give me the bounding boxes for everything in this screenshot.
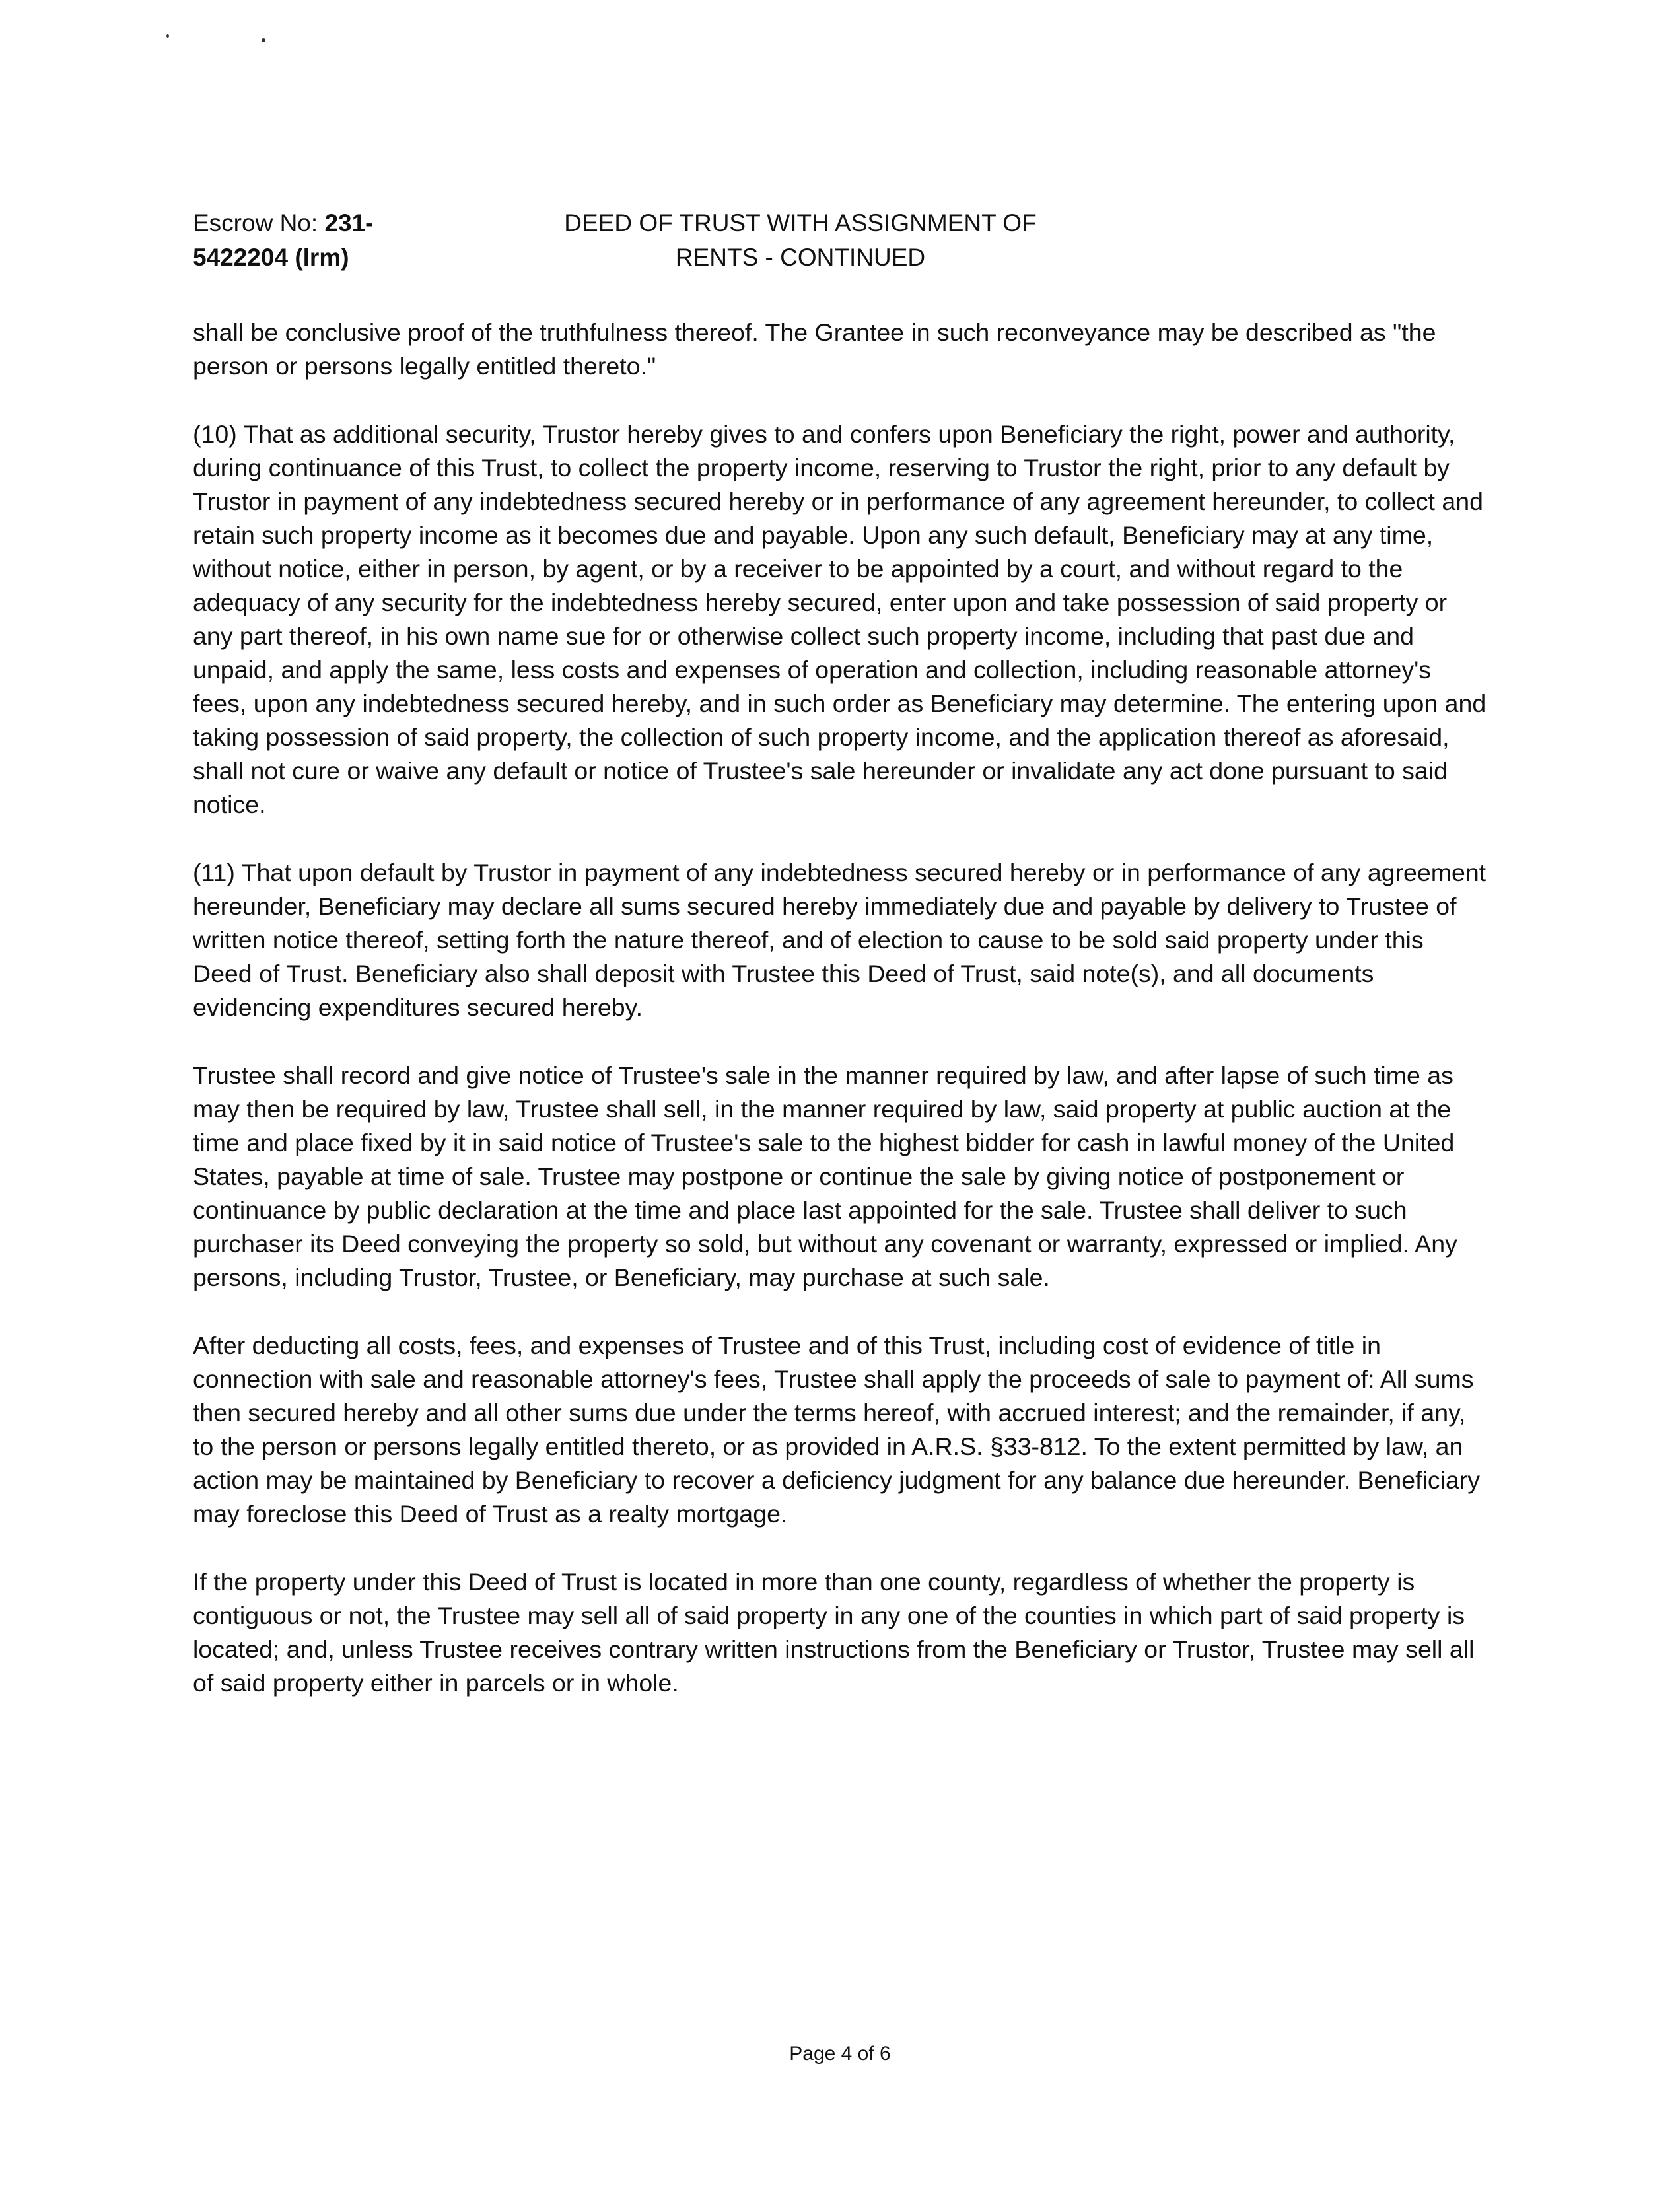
paragraph-continuation: shall be conclusive proof of the truthfulness thereof. The Grantee in such reconveyance may be described as "the person or persons legally entitled thereto." — [193, 318, 1436, 380]
escrow-number-part2: 5422204 (lrm) — [193, 244, 349, 271]
title-line-1: DEED OF TRUST WITH ASSIGNMENT OF — [564, 209, 1037, 236]
document-title — [516, 206, 1084, 275]
scan-speck — [262, 38, 265, 42]
paragraph-11: (11) That upon default by Trustor in payment of any indebtedness secured hereby or in performance of any agreement hereunder, Beneficiary may declare all sums secured hereby immediately due and payable by delivery to Trustee of written notice thereof, setting forth the nature thereof, and of election to cause to be sold said property under this Deed of Trust. Beneficiary also shall deposit with Trustee this Deed of Trust, said note(s), and all documents evidencing expenditures secured hereby. — [193, 859, 1487, 1021]
escrow-number-part1: 231- — [324, 209, 374, 236]
page-number: Page 4 of 6 — [789, 2043, 891, 2065]
document-body — [193, 316, 1488, 1734]
escrow-number — [193, 206, 417, 275]
escrow-label: Escrow No: — [193, 209, 325, 236]
paragraph-proceeds: After deducting all costs, fees, and expenses of Trustee and of this Trust, including cost of evidence of title in connection with sale and reasonable attorney's fees, Trustee shall apply the proceeds of sale to payment of: All sums then secured hereby and all other sums due under the terms hereof, with accrued interest; and the remainder, if any, to the person or persons legally entitled thereto, or as provided in A.R.S. §33-812. To the extent permitted by law, an action may be maintained by Beneficiary to recover a deficiency judgment for any balance due hereunder. Beneficiary may foreclose this Deed of Trust as a realty mortgage. — [193, 1331, 1481, 1528]
paragraph-10: (10) That as additional security, Trustor hereby gives to and confers upon Beneficiary the right, power and authority, during continuance of this Trust, to collect the property income, reserving to Trustor the right, prior to any default by Trustor in payment of any indebtedness secured hereby or in performance of any agreement hereunder, to collect and retain such property income as it becomes due and payable. Upon any such default, Beneficiary may at any time, without notice, either in person, by agent, or by a receiver to be appointed by a court, and without regard to the adequacy of any security for the indebtedness hereby secured, enter upon and take possession of said property or any part thereof, in his own name sue for or otherwise collect such property income, including that past due and unpaid, and apply the same, less costs and expenses of operation and collection, including reasonable attorney's fees, upon any indebtedness secured hereby, and in such order as Beneficiary may determine. The entering upon and taking possession of said property, the collection of such property income, and the application thereof as aforesaid, shall not cure or waive any default or notice of Trustee's sale hereunder or invalidate any act done pursuant to said notice. — [193, 420, 1487, 818]
page-header — [193, 206, 1487, 279]
paragraph-multiple-counties: If the property under this Deed of Trust is located in more than one county, regardless of whether the property is contiguous or not, the Trustee may sell all of said property in any one of the counties in which part of said property is located; and, unless Trustee receives contrary written instructions from the Beneficiary or Trustor, Trustee may sell all of said property either in parcels or in whole. — [193, 1568, 1475, 1697]
paragraph-trustee-sale: Trustee shall record and give notice of Trustee's sale in the manner required by law, and after lapse of such time as may then be required by law, Trustee shall sell, in the manner required by law, said property at public auction at the time and place fixed by it in said notice of Trustee's sale to the highest bidder for cash in lawful money of the United States, payable at time of sale. Trustee may postpone or continue the sale by giving notice of postponement or continuance by public declaration at the time and place last appointed for the sale. Trustee shall deliver to such purchaser its Deed conveying the property so sold, but without any covenant or warranty, expressed or implied. Any persons, including Trustor, Trustee, or Beneficiary, may purchase at such sale. — [193, 1061, 1457, 1291]
title-line-2: RENTS - CONTINUED — [675, 244, 926, 271]
scan-speck — [166, 34, 169, 38]
